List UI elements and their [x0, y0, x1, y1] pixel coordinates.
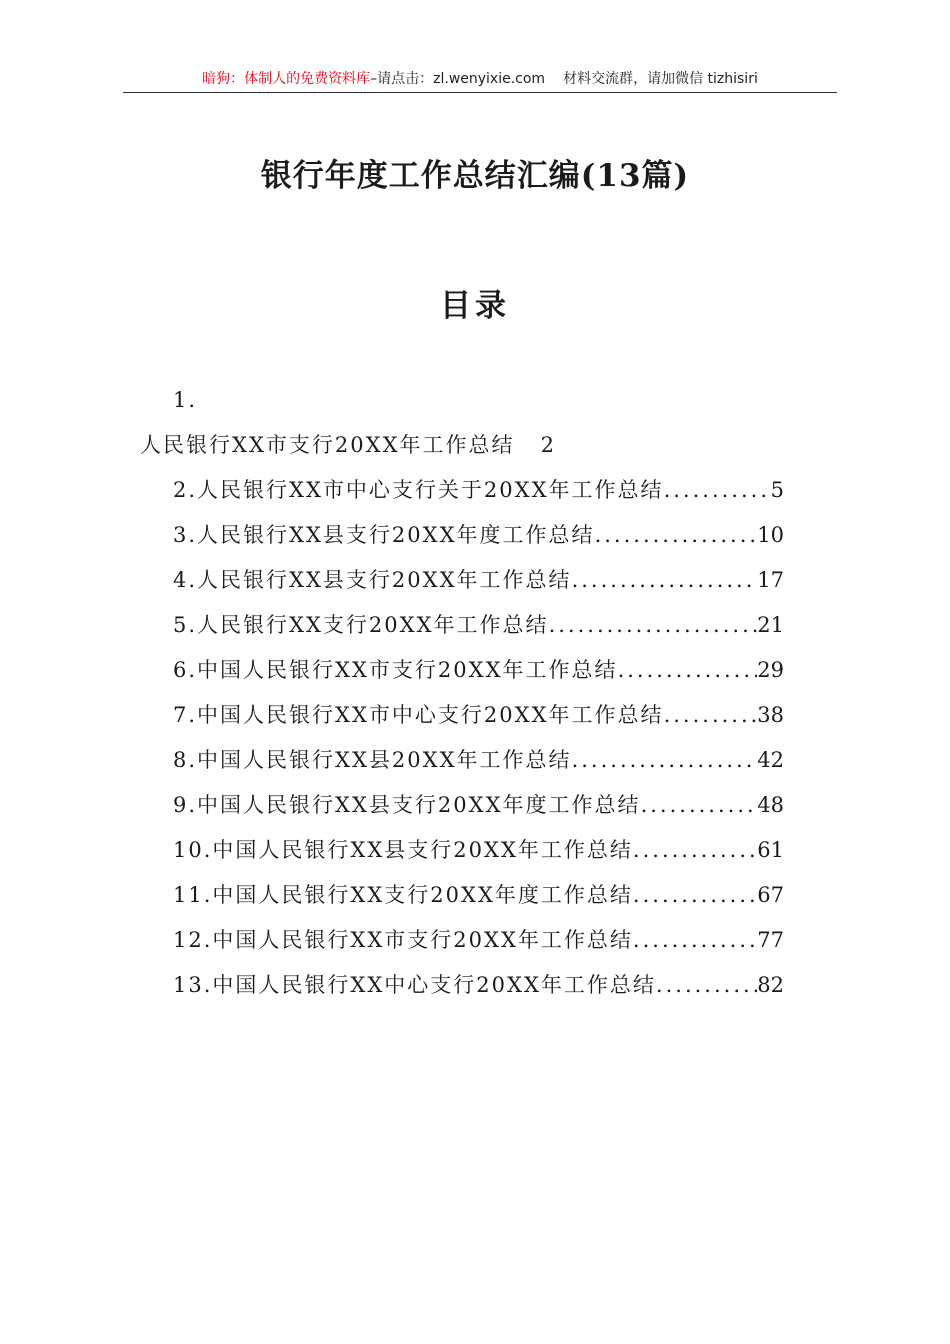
document-title: 银行年度工作总结汇编(13篇) [260, 158, 690, 194]
toc-entry-page: 42 [757, 748, 784, 772]
toc-heading: 目录 [440, 288, 510, 324]
toc-entry[interactable] [140, 918, 784, 963]
toc-entry[interactable] [140, 828, 784, 873]
toc-entry-label: 7.中国人民银行XX市中心支行20XX年工作总结 [173, 703, 664, 727]
toc-entry-list [140, 468, 790, 1008]
toc-entry[interactable] [140, 558, 784, 603]
toc-entry-label: 10.中国人民银行XX县支行20XX年工作总结 [173, 838, 633, 862]
toc-entry-label: 5.人民银行XX支行20XX年工作总结 [173, 613, 549, 637]
header-contact-text: 材料交流群，请加微信 tizhisiri [563, 71, 758, 87]
toc-leader-dots [633, 828, 757, 873]
toc-entry-label: 3.人民银行XX县支行20XX年度工作总结 [173, 523, 595, 547]
toc-entry[interactable] [140, 648, 784, 693]
toc-leader-dots [664, 468, 771, 513]
toc-entry-label: 8.中国人民银行XX县20XX年工作总结 [173, 748, 572, 772]
toc-entry[interactable] [140, 783, 784, 828]
toc-leader-dots [641, 783, 758, 828]
toc-entry[interactable] [140, 873, 784, 918]
toc-entry-label: 4.人民银行XX县支行20XX年工作总结 [173, 568, 572, 592]
table-of-contents [140, 378, 790, 1008]
toc-entry-label: 13.中国人民银行XX中心支行20XX年工作总结 [173, 973, 656, 997]
toc-entry-page: 21 [757, 613, 784, 637]
toc-entry[interactable] [140, 603, 784, 648]
toc-leader-dots [595, 513, 758, 558]
toc-entry-page: 48 [757, 793, 784, 817]
toc-leader-dots [656, 963, 757, 1008]
toc-entry-page: 2 [540, 433, 556, 457]
toc-entry[interactable] [140, 738, 784, 783]
toc-entry-page: 38 [757, 703, 784, 727]
toc-entry-page: 82 [757, 973, 784, 997]
toc-leader-dots [633, 918, 757, 963]
toc-leader-dots [618, 648, 758, 693]
toc-entry-page: 61 [757, 838, 784, 862]
toc-entry-page: 10 [757, 523, 784, 547]
toc-entry-label: 12.中国人民银行XX市支行20XX年工作总结 [173, 928, 633, 952]
toc-entry[interactable] [140, 963, 784, 1008]
toc-entry-page: 77 [757, 928, 784, 952]
toc-leader-dots [572, 558, 758, 603]
toc-entry-page: 67 [757, 883, 784, 907]
toc-leader-dots [633, 873, 757, 918]
toc-entry-label: 6.中国人民银行XX市支行20XX年工作总结 [173, 658, 618, 682]
toc-leader-dots [572, 738, 758, 783]
toc-first-number: 1. [173, 388, 198, 412]
toc-entry-label: 2.人民银行XX市中心支行关于20XX年工作总结 [173, 478, 664, 502]
header-link-text[interactable]: –请点击：zl.wenyixie.com [370, 71, 546, 87]
header-site-name: 暗狗：体制人的免费资料库 [202, 71, 371, 87]
toc-leader-dots [664, 693, 758, 738]
toc-entry[interactable] [140, 513, 784, 558]
toc-first-entry[interactable] [140, 423, 790, 468]
toc-entry-page: 29 [757, 658, 784, 682]
toc-entry[interactable] [140, 468, 784, 513]
toc-entry-page: 17 [757, 568, 784, 592]
toc-leader-dots [549, 603, 758, 648]
toc-entry-label: 人民银行XX市支行20XX年工作总结 [140, 433, 515, 457]
toc-entry-label: 9.中国人民银行XX县支行20XX年度工作总结 [173, 793, 641, 817]
toc-entry[interactable] [140, 693, 784, 738]
toc-entry-label: 11.中国人民银行XX支行20XX年度工作总结 [173, 883, 633, 907]
page-header [123, 68, 837, 93]
toc-entry-page: 5 [770, 478, 784, 502]
